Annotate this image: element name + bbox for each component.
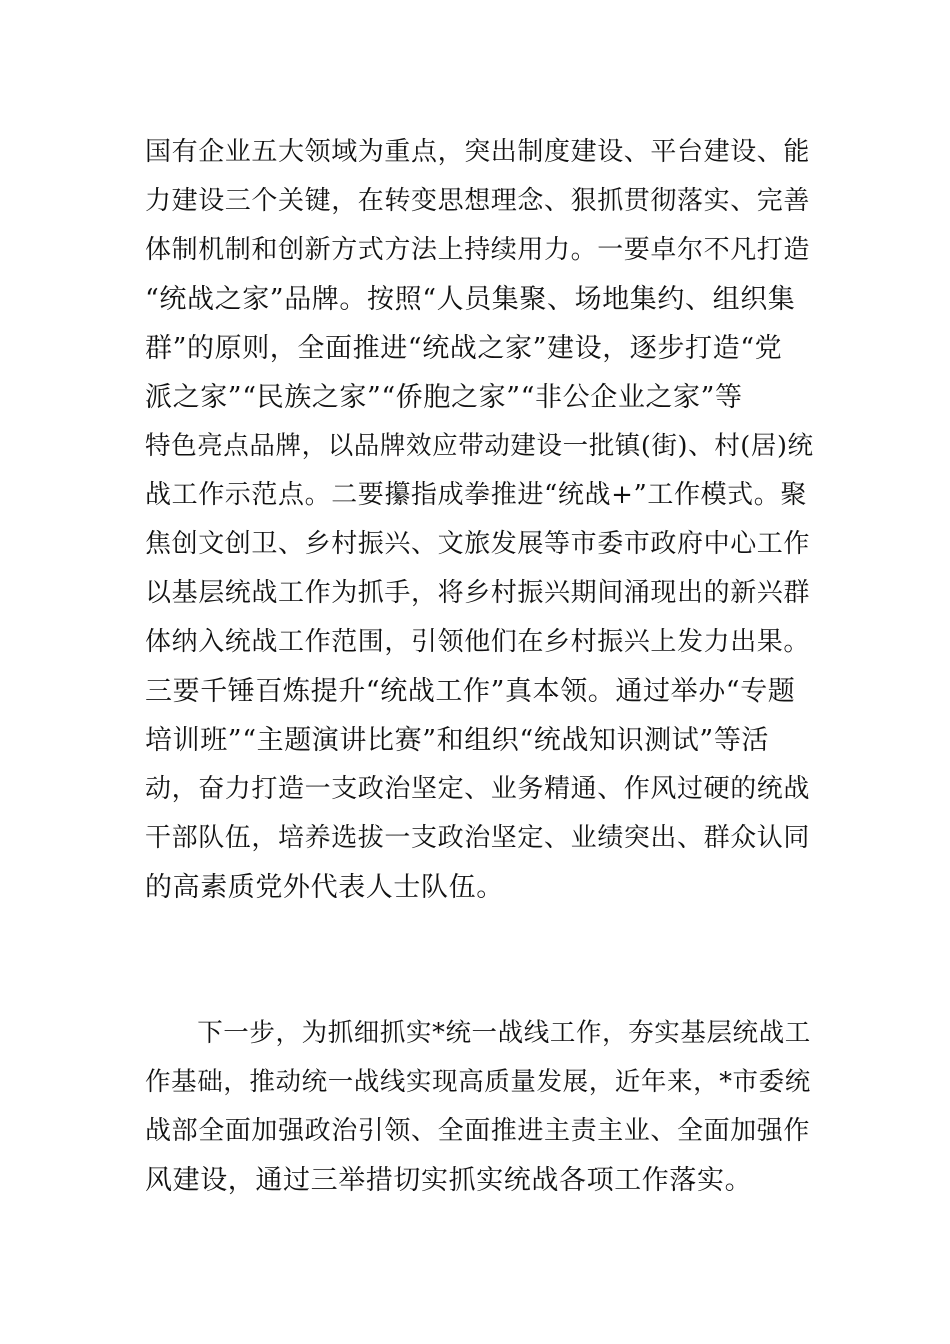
text-line: 体纳入统战工作范围，引领他们在乡村振兴上发力出果。 xyxy=(145,627,811,657)
text-line: 特色亮点品牌，以品牌效应带动建设一批镇(街)、村(居)统 xyxy=(145,431,814,461)
text-line: 派之家”“民族之家”“侨胞之家”“非公企业之家”等 xyxy=(145,382,743,413)
paragraph-1 xyxy=(145,128,815,912)
text-line: 培训班”“主题演讲比赛”和组织“统战知识测试”等活 xyxy=(145,725,770,756)
paragraph-2 xyxy=(145,1009,815,1205)
text-line: 干部队伍，培养选拔一支政治坚定、业绩突出、群众认同 xyxy=(145,823,811,853)
text-line: 三要千锤百炼提升“统战工作”真本领。通过举办“专题 xyxy=(145,676,796,707)
text-line: 战部全面加强政治引领、全面推进主责主业、全面加强作 xyxy=(145,1116,811,1146)
text-line: 动，奋力打造一支政治坚定、业务精通、作风过硬的统战 xyxy=(145,774,811,804)
text-line: 群”的原则，全面推进“统战之家”建设，逐步打造“党 xyxy=(145,333,783,364)
text-line: 风建设，通过三举措切实抓实统战各项工作落实。 xyxy=(145,1165,753,1196)
text-line: 以基层统战工作为抓手，将乡村振兴期间涌现出的新兴群 xyxy=(145,578,811,608)
text-line: “统战之家”品牌。按照“人员集聚、场地集约、组织集 xyxy=(145,284,796,315)
text-line: 体制机制和创新方式方法上持续用力。一要卓尔不凡打造 xyxy=(145,235,811,265)
text-line: 战工作示范点。二要攥指成拳推进“统战+”工作模式。聚 xyxy=(145,480,807,510)
text-line: 作基础，推动统一战线实现高质量发展，近年来，*市委统 xyxy=(145,1067,811,1097)
text-line: 力建设三个关键，在转变思想理念、狠抓贯彻落实、完善 xyxy=(145,186,811,216)
text-line: 的高素质党外代表人士队伍。 xyxy=(145,872,504,903)
text-line: 焦创文创卫、乡村振兴、文旅发展等市委市政府中心工作 xyxy=(145,529,811,559)
text-line: 国有企业五大领域为重点，突出制度建设、平台建设、能 xyxy=(145,137,811,167)
text-line: 下一步，为抓细抓实*统一战线工作，夯实基层统战工 xyxy=(145,1018,811,1048)
